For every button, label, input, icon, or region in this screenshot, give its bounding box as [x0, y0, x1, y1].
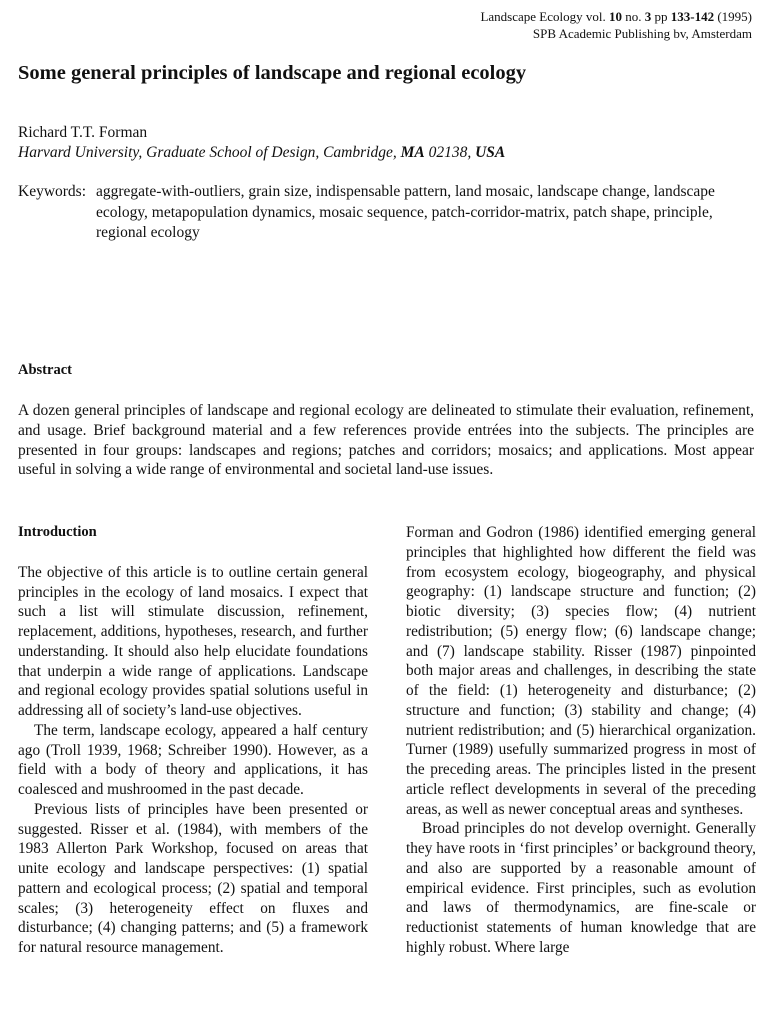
intro-paragraph-2: The term, landscape ecology, appeared a half century ago (Troll 1939, 1968; Schreiber 1990). However, as a field with a body of theory and applications, it has coalesced and mushroomed in the past decade. — [18, 721, 368, 798]
abstract-text: A dozen general principles of landscape and regional ecology are delineated to stimulate their evaluation, refinement, and usage. Brief background material and a few references provide entrées into the subjects. The principles are presented in four groups: landscapes and regions; patches and corridors; mosaics; and applications. Most appear useful in solving a wide range of environmental and societal land-use issues. — [18, 402, 754, 479]
author-name: Richard T.T. Forman — [18, 124, 148, 141]
affiliation-country: USA — [475, 144, 506, 161]
intro-paragraph-4: Forman and Godron (1986) identified emerging general principles that highlighted how different the field was from ecosystem ecology, biogeography, and physical geography: (1) landscape structure and function; (2) biotic diversity; (3) species flow; (4) nutrient redistribution; (5) energy flow; (6) landscape change; and (7) landscape stability. Risser (1987) pinpointed both major areas and challenges, in describing the state of the field: (1) heterogeneity and disturbance; (2) structure and function; (3) stability and change; (4) nutrient redistribution; and (5) hierarchical organization. Turner (1989) usefully summarized progress in most of the preceding areas. The principles listed in the present article reflect developments in several of the preceding areas, as well as newer conceptual areas and syntheses. — [406, 524, 756, 818]
keywords-block — [18, 182, 750, 244]
article-title: Some general principles of landscape and regional ecology — [18, 62, 527, 84]
intro-paragraph-3: Previous lists of principles have been presented or suggested. Risser et al. (1984), with members of the 1983 Allerton Park Workshop, focused on areas that unite ecology and landscape perspectives: (1) spatial pattern and ecological process; (2) spatial and temporal scales; (3) heterogeneity effect on fluxes and disturbance; (4) changing patterns; and (5) a framework for natural resource management. — [18, 800, 368, 956]
journal-year: (1995) — [717, 9, 752, 24]
affiliation-state: MA — [400, 144, 425, 161]
affiliation-zip: 02138, — [428, 144, 472, 161]
column-right — [406, 523, 756, 958]
intro-paragraph-5: Broad principles do not develop overnight. Generally they have roots in ‘first principles’ or background theory, and also are supported by a reasonable amount of empirical evidence. First principles, such as evolution and laws of thermodynamics, are fine-scale or reductionist statements of human knowledge that are highly robust. Where large — [406, 820, 756, 956]
journal-name: Landscape Ecology vol. — [480, 9, 606, 24]
author-affiliation — [18, 143, 505, 163]
intro-paragraph-1: The objective of this article is to outline certain general principles in the ecology of land mosaics. I expect that such a list will stimulate discussion, refinement, replacement, additions, hypotheses, research, and further understanding. It should also help elucidate foundations that underpin a wide range of applications. Landscape and regional ecology provides spatial solutions useful in addressing all of society’s land-use objectives. — [18, 563, 368, 719]
introduction-heading: Introduction — [18, 524, 97, 540]
journal-volume: 10 — [608, 9, 622, 24]
affiliation-institution: Harvard University, Graduate School of Design, Cambridge, — [18, 144, 397, 161]
journal-pages: 133-142 — [670, 9, 715, 24]
keywords-label: Keywords: — [18, 183, 87, 200]
abstract-heading: Abstract — [18, 362, 72, 378]
keywords-text: aggregate-with-outliers, grain size, indispensable pattern, land mosaic, landscape change, landscape ecology, metapopulation dynamics, mosaic sequence, patch-corridor-matrix, patch shape, principle, regional ecology — [96, 183, 715, 241]
column-left — [18, 523, 368, 958]
journal-line-1 — [480, 8, 752, 25]
journal-pp-label: pp — [654, 9, 668, 24]
journal-publisher: SPB Academic Publishing bv, Amsterdam — [532, 26, 752, 41]
journal-no-label: no. — [625, 9, 642, 24]
journal-issue: 3 — [644, 9, 652, 24]
journal-citation — [480, 8, 752, 42]
